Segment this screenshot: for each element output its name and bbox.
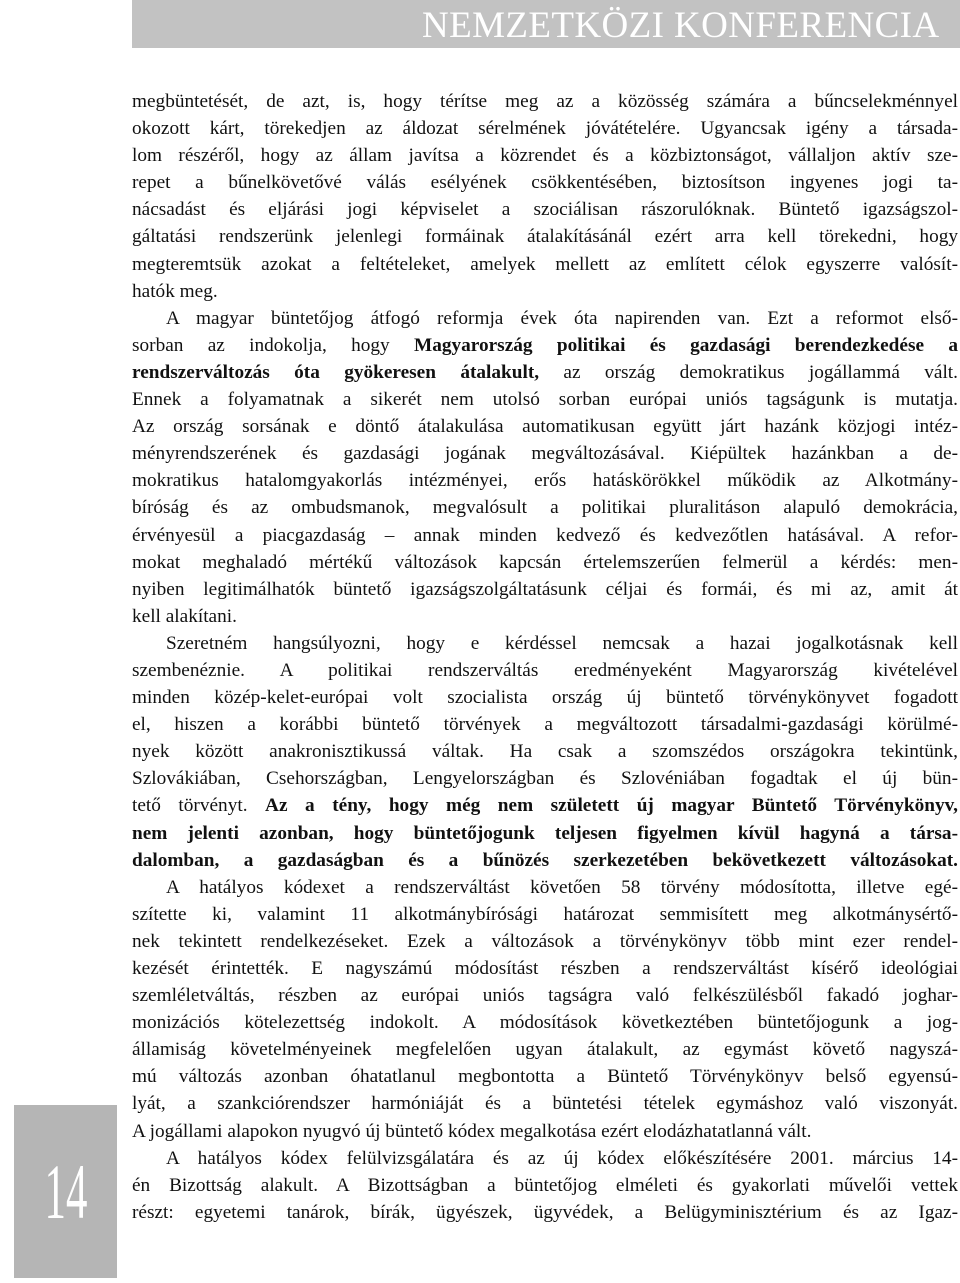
text-segment: gáltatási rendszerünk jelenlegi formáinak átalakításánál ezért arra kell törekedni, hogy bbox=[132, 226, 958, 248]
text-segment: tető törvényt. bbox=[132, 795, 266, 817]
text-segment: szemléletváltás, részben az európai uniós tagságra való felkészülésből fakadó joghar- bbox=[132, 985, 958, 1007]
text-line bbox=[132, 278, 958, 305]
bold-text: dalomban, a gazdaságban és a bűnözés szerkezetében bekövetkezett változásokat. bbox=[132, 849, 958, 871]
text-segment: minden közép-kelet-európai volt szocialista ország új büntető törvénykönyvet fogadott bbox=[132, 687, 958, 709]
text-line bbox=[132, 874, 958, 901]
text-segment: A magyar büntetőjog átfogó reformja évek óta napirenden van. Ezt a reformot első- bbox=[166, 307, 958, 329]
text-segment: mokratikus hatalomgyakorlás intézményei, erős hatáskörökkel működik az Alkotmány- bbox=[132, 470, 958, 492]
text-line bbox=[132, 386, 958, 413]
text-segment: sorban az indokolja, hogy bbox=[132, 334, 415, 356]
text-segment: megbüntetését, de azt, is, hogy térítse meg az a közösség számára a bűncselekménnyel bbox=[132, 91, 958, 112]
text-segment: kezését érintették. E nagyszámú módosítást részben a rendszerváltást kísérő ideológiai bbox=[132, 958, 958, 979]
text-line bbox=[132, 630, 958, 657]
text-segment: ményrendszerének és gazdasági jogának megváltozásával. Kiépültek hazánkban a de- bbox=[132, 443, 958, 465]
text-segment: kell alakítani. bbox=[132, 605, 237, 627]
text-segment: szembenéznie. A politikai rendszerváltás eredményeként Magyarország kivételével bbox=[132, 659, 958, 681]
text-line bbox=[132, 1145, 958, 1172]
text-line bbox=[132, 522, 958, 549]
text-segment: Szlovákiában, Csehországban, Lengyelországban és Szlovéniában fogadtak el új bün- bbox=[132, 768, 958, 790]
text-line bbox=[132, 169, 958, 196]
text-segment: megteremtsük azokat a feltételeket, amelyek mellett az említett célok egyszerre valósít- bbox=[132, 253, 958, 275]
text-line bbox=[132, 955, 958, 982]
bold-text: Magyarország politikai és gazdasági berendezkedése a bbox=[414, 334, 958, 356]
text-line bbox=[132, 1063, 958, 1090]
header-title: NEMZETKÖZI KONFERENCIA bbox=[422, 5, 940, 46]
body-text bbox=[132, 88, 958, 1226]
text-segment: repet a bűnelkövetővé válás esélyének csökkentésében, biztosítson ingyenes jogi ta- bbox=[132, 172, 958, 194]
text-segment: Ennek a folyamatnak a sikerét nem utolsó sorban európai uniós tagságunk is mutatja. bbox=[132, 389, 958, 411]
text-segment: A jogállami alapokon nyugvó új büntető kódex megalkotása ezért elodázhatatlanná vált. bbox=[132, 1120, 812, 1142]
text-line bbox=[132, 1009, 958, 1036]
text-line bbox=[132, 549, 958, 576]
text-line bbox=[132, 223, 958, 250]
text-line bbox=[132, 847, 958, 874]
text-line bbox=[132, 738, 958, 765]
text-line bbox=[132, 494, 958, 521]
text-line bbox=[132, 901, 958, 928]
text-segment: bíróság és az ombudsmanok, megvalósult a politikai pluralitáson alapuló demokrácia, bbox=[132, 497, 958, 519]
bold-text: rendszerváltozás óta gyökeresen átalakult, bbox=[132, 361, 540, 383]
text-line bbox=[132, 1036, 958, 1063]
text-line bbox=[132, 982, 958, 1009]
text-line bbox=[132, 359, 958, 386]
text-line bbox=[132, 792, 958, 819]
text-segment: el, hiszen a korábbi büntető törvények a megváltozott társadalmi-gazdasági körülmé- bbox=[132, 714, 958, 736]
bold-text: Az a tény, hogy még nem született új magyar Büntető Törvénykönyv, bbox=[265, 795, 958, 817]
text-segment: szítette ki, valamint 11 alkotmánybírósági határozat semmisített meg alkotmánysértő- bbox=[132, 903, 958, 925]
text-segment: A hatályos kódexet a rendszerváltást követően 58 törvény módosította, illetve egé- bbox=[166, 876, 958, 898]
text-segment: okozott kárt, törekedjen az áldozat sérelmének jóvátételére. Ugyancsak igény a társada- bbox=[132, 118, 958, 140]
text-line bbox=[132, 305, 958, 332]
text-segment: Az ország sorsának e döntő átalakulása automatikusan együtt járt hazánk közjogi intéz- bbox=[132, 416, 958, 438]
text-line bbox=[132, 657, 958, 684]
text-line bbox=[132, 684, 958, 711]
bold-text: nem jelenti azonban, hogy büntetőjogunk teljesen figyelmen kívül hagyná a társa- bbox=[132, 822, 958, 844]
text-line bbox=[132, 196, 958, 223]
text-line bbox=[132, 576, 958, 603]
page-number-box bbox=[14, 1105, 117, 1278]
text-line bbox=[132, 928, 958, 955]
text-segment: A hatályos kódex felülvizsgálatára és az új kódex előkészítésére 2001. március 14- bbox=[166, 1147, 958, 1169]
text-segment: lom részéről, hogy az állam javítsa a közrendet és a közbiztonságot, vállaljon aktív sze- bbox=[132, 145, 958, 167]
text-line bbox=[132, 603, 958, 630]
text-segment: nyiben legitimálhatók büntető igazságszolgáltatásunk céljai és formái, és mi az, amit át bbox=[132, 578, 958, 600]
text-line bbox=[132, 711, 958, 738]
text-line bbox=[132, 142, 958, 169]
text-segment: hatók meg. bbox=[132, 280, 218, 302]
text-line bbox=[132, 765, 958, 792]
text-segment: államiság követelményeinek megfelelően ugyan átalakult, az egymást követő nagyszá- bbox=[132, 1039, 958, 1061]
text-segment: nyek között anakronisztikussá váltak. Ha csak a szomszédos országokra tekintünk, bbox=[132, 741, 958, 763]
text-line bbox=[132, 1199, 958, 1226]
text-line bbox=[132, 251, 958, 278]
text-segment: az ország demokratikus jogállammá vált. bbox=[539, 361, 958, 383]
text-line bbox=[132, 332, 958, 359]
page-number: 14 bbox=[44, 1147, 87, 1235]
text-line bbox=[132, 440, 958, 467]
text-line bbox=[132, 413, 958, 440]
text-segment: én Bizottság alakult. A Bizottságban a büntetőjog elméleti és gyakorlati művelői vettek bbox=[132, 1174, 958, 1196]
text-segment: lyát, a szankciórendszer harmóniáját és a büntetési tételek egymáshoz való viszonyát. bbox=[132, 1093, 958, 1115]
text-line bbox=[132, 115, 958, 142]
text-line bbox=[132, 820, 958, 847]
text-segment: Szeretném hangsúlyozni, hogy e kérdéssel nemcsak a hazai jogalkotásnak kell bbox=[166, 632, 958, 654]
header-band bbox=[132, 0, 960, 48]
text-segment: mú változás azonban óhatatlanul megbontotta a Büntető Törvénykönyv belső egyensú- bbox=[132, 1066, 958, 1088]
text-segment: részt: egyetemi tanárok, bírák, ügyészek, ügyvédek, a Belügyminisztérium és az Igaz- bbox=[132, 1201, 958, 1223]
text-line bbox=[132, 88, 958, 115]
text-segment: nek tekintett rendelkezéseket. Ezek a változások a törvénykönyv több mint ezer rendel- bbox=[132, 930, 958, 952]
text-segment: nácsadást és eljárási jogi képviselet a szociálisan rászorulóknak. Büntető igazságszol- bbox=[132, 199, 958, 221]
text-segment: mokat meghaladó mértékű változások kapcsán értelemszerűen felmerül a kérdés: men- bbox=[132, 551, 958, 573]
text-segment: érvényesül a piacgazdaság – annak minden kedvező és kedvezőtlen hatásával. A refor- bbox=[132, 524, 958, 546]
text-line bbox=[132, 1118, 958, 1145]
text-line bbox=[132, 1090, 958, 1117]
text-line bbox=[132, 467, 958, 494]
text-segment: monizációs kötelezettség indokolt. A módosítások következtében büntetőjogunk a jog- bbox=[132, 1012, 958, 1034]
text-line bbox=[132, 1172, 958, 1199]
